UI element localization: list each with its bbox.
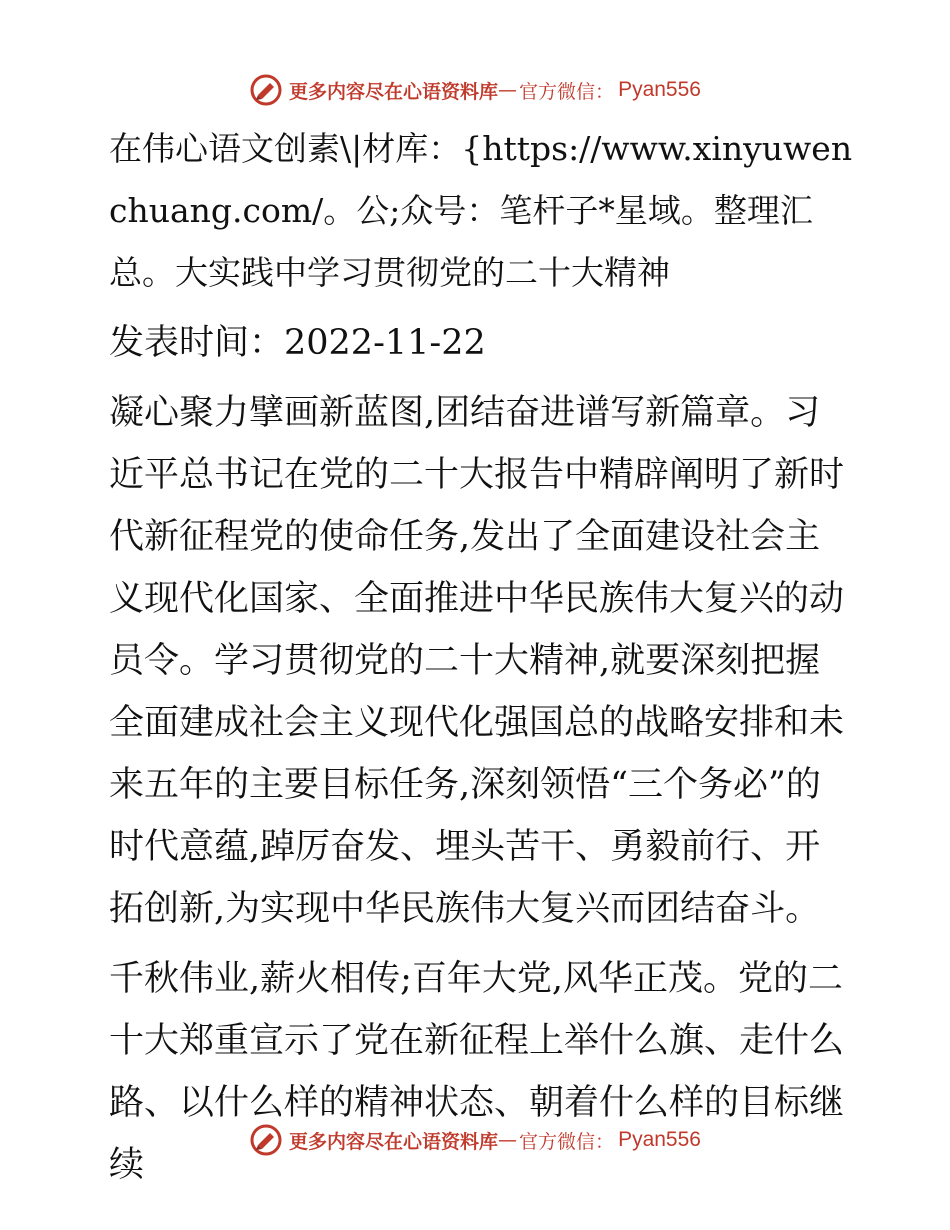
banner-separator: — [498,79,518,101]
paragraph-1: 凝心聚力擘画新蓝图,团结奋进谱写新篇章。习近平总书记在党的二十大报告中精辟阐明了新时代新征程党的使命任务,发出了全面建设社会主义现代化国家、全面推进中华民族伟大复兴的动员令。学习贯彻党的二十大精神,就要深刻把握全面建成社会主义现代化强国总的战略安排和未来五年的主要目标任务,深刻领悟“三个务必”的时代意蕴,踔厉奋发、埋头苦干、勇毅前行、开拓创新,为实现中华民族伟大复兴而团结奋斗。 [109,393,845,929]
brand-logo-icon [249,73,283,107]
banner-separator: — [498,1129,518,1151]
banner-wechat-id: Pyan556 [618,1128,701,1151]
header-watermark-banner [0,70,950,110]
footer-watermark-banner [0,1120,950,1160]
intro-line: 在伟心语文创素\|材库：{https://www.xinyuwenchuang.com/。公;众号：笔杆子*星域。整理汇总。大实践中学习贯彻党的二十大精神 [109,129,853,292]
paragraph-2: 千秋伟业,薪火相传;百年大党,风华正茂。党的二十大郑重宣示了党在新征程上举什么旗、走什么路、以什么样的精神状态、朝着什么样的目标继续 [109,959,845,1185]
banner-text: 更多内容尽在心语资料库 [289,80,499,103]
banner-wechat-id: Pyan556 [618,78,701,101]
brand-logo-icon [249,1123,283,1157]
banner-wechat-label: 官方微信： [519,1130,615,1153]
banner-text: 更多内容尽在心语资料库 [289,1130,499,1153]
banner-wechat-label: 官方微信： [519,80,615,103]
document-body [97,118,853,1196]
publish-date: 发表时间：2022-11-22 [109,323,486,363]
